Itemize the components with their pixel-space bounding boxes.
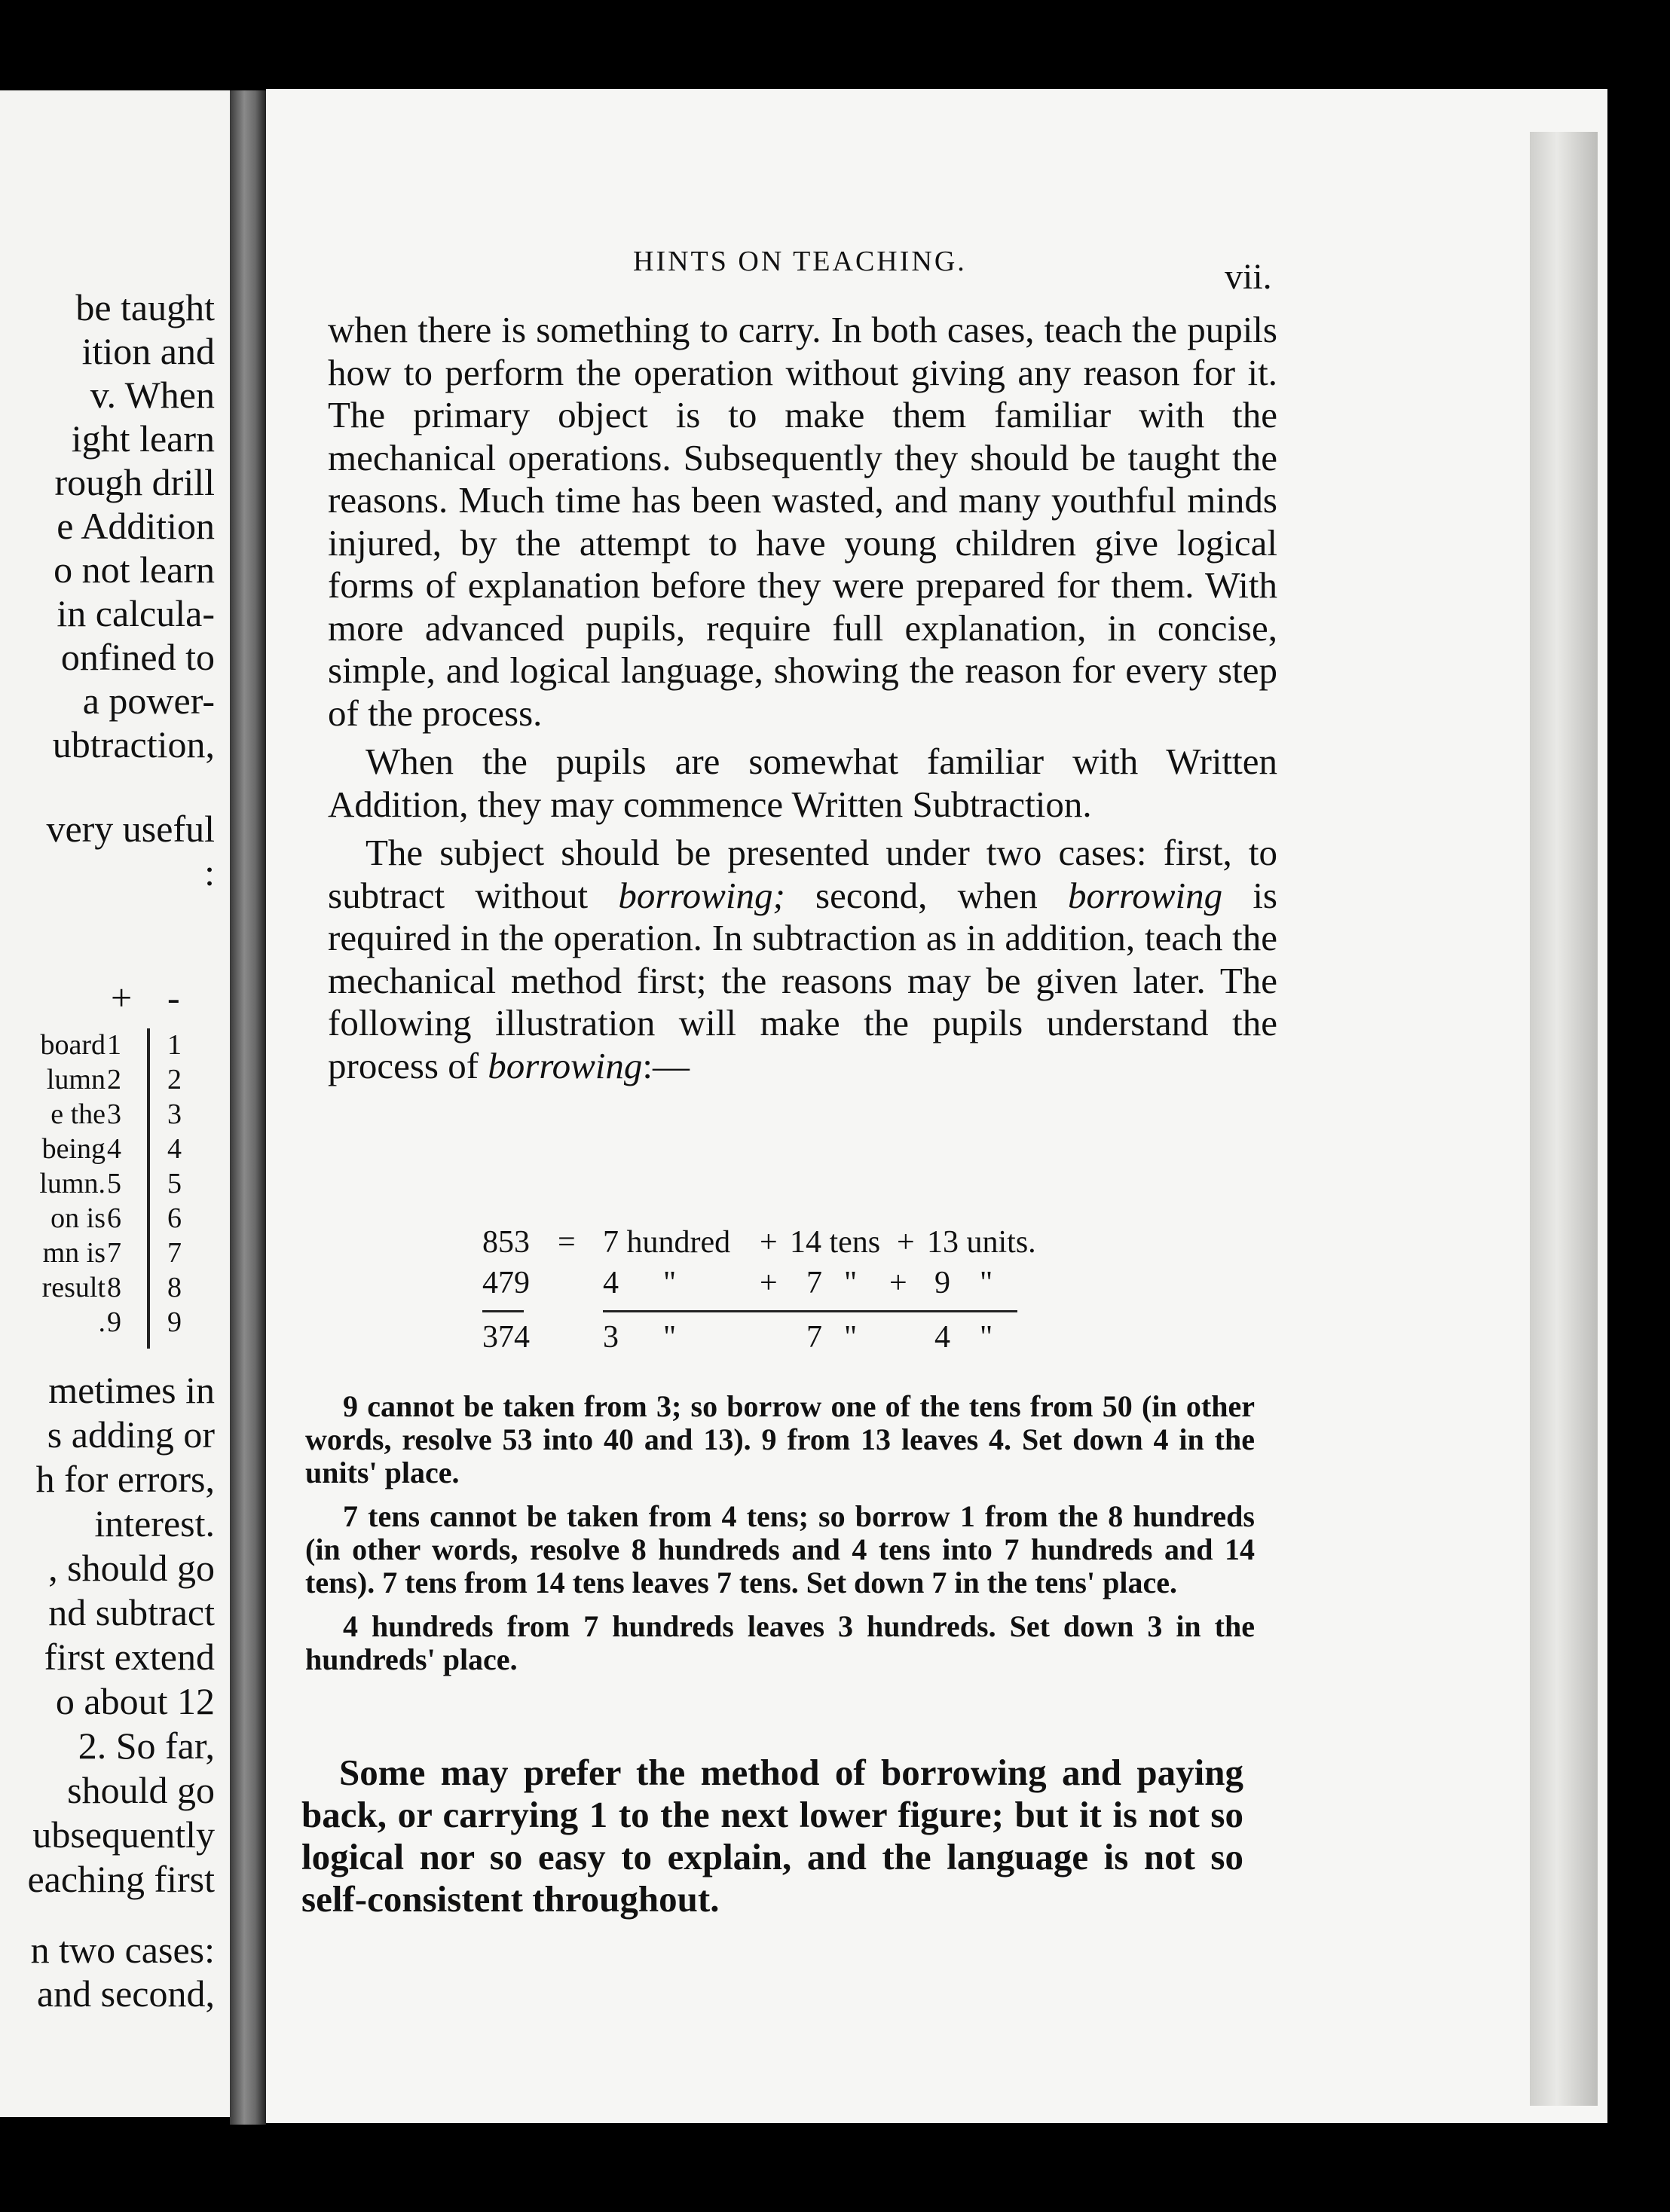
- left-page-line: ight learn: [71, 417, 215, 460]
- note-hundreds: 4 hundreds from 7 hundreds leaves 3 hundreds. Set down 3 in the hundreds' place.: [305, 1609, 1255, 1676]
- left-page-line: h for errors,: [35, 1458, 215, 1500]
- hundreds-term: 7 hundred: [603, 1225, 731, 1260]
- left-page-line: :: [204, 851, 215, 894]
- left-page-line: ubsequently: [32, 1813, 215, 1856]
- left-page-line: metimes in: [48, 1369, 215, 1411]
- ditto-mark: ": [844, 1320, 858, 1355]
- example-row-difference: [482, 1319, 1070, 1360]
- plus-column-value: 5: [107, 1168, 121, 1199]
- left-page-line: should go: [67, 1769, 215, 1811]
- plus-column-value: 9: [107, 1306, 121, 1338]
- minus-column-value: 6: [167, 1202, 182, 1234]
- example-notes: [305, 1390, 1255, 1687]
- ditto-mark: ": [980, 1320, 993, 1355]
- plus-column-value: 2: [107, 1064, 121, 1095]
- paragraph-1: when there is something to carry. In both cases, teach the pupils how to perform the operation without giving any reason for it. The primary object is to make them familiar with the mechanical operations. Subsequently they should be taught the reasons. Much time has been wasted, and many youthful minds injured, by the attempt to have young children give logical forms of explanation before they were prepared for them. With more advanced pupils, require full explanation, in concise, simple, and logical language, showing the reason for every step of the process.: [328, 309, 1277, 734]
- minus-column-value: 5: [167, 1168, 182, 1199]
- ditto-mark: ": [980, 1266, 993, 1300]
- row-label: lumn.: [39, 1168, 106, 1199]
- difference: 374: [482, 1320, 530, 1355]
- left-page-line: o not learn: [54, 548, 215, 591]
- left-page-line: o about 12: [55, 1680, 215, 1722]
- italic-term: borrowing: [488, 1044, 643, 1086]
- minus-column-value: 1: [167, 1029, 182, 1061]
- row-label: e the: [50, 1098, 106, 1130]
- tens-term: 14 tens: [790, 1225, 881, 1260]
- left-page-line: nd subtract: [48, 1591, 215, 1633]
- row-label: being: [41, 1133, 106, 1165]
- hundreds-digit: 4: [603, 1266, 619, 1300]
- plus-column-value: 6: [107, 1202, 121, 1234]
- italic-term: borrowing;: [618, 874, 785, 916]
- page-edge: [1530, 132, 1598, 2106]
- plus-column-value: 8: [107, 1272, 121, 1303]
- subtrahend: 479: [482, 1266, 530, 1300]
- paragraph-3-part: The subject should be presented under two cases: first, to subtract without: [328, 832, 1277, 916]
- left-page-line: onfined to: [60, 636, 215, 678]
- left-page: [0, 90, 230, 2117]
- left-page-line: rough drill: [54, 461, 215, 503]
- italic-term: borrowing: [1067, 874, 1223, 916]
- left-page-line: s adding or: [47, 1413, 215, 1456]
- minus-column-value: 9: [167, 1306, 182, 1338]
- note-tens: 7 tens cannot be taken from 4 tens; so borrow 1 from the 8 hundreds (in other words, resolve 8 hundreds and 4 tens into 7 hundreds and 14 tens). 7 tens from 14 tens leaves 7 tens. Set down 7 in the tens' place.: [305, 1499, 1255, 1599]
- closing-paragraph: [301, 1752, 1243, 1920]
- paragraph-3-part: :—: [642, 1044, 690, 1086]
- rule: [482, 1310, 524, 1312]
- plus-sign: +: [897, 1225, 915, 1260]
- plus-column-value: 7: [107, 1237, 121, 1269]
- rule: [603, 1310, 1017, 1312]
- left-page-line: 2. So far,: [78, 1725, 215, 1767]
- left-page-line: interest.: [94, 1502, 215, 1544]
- paragraph-3-part: is required in the operation. In subtraction as in addition, teach the mechanical method first; the reasons may be given later. The following illustration will make the pupils understand the process of: [328, 874, 1278, 1086]
- example-rules: [482, 1306, 1070, 1319]
- units-term: 13 units.: [927, 1225, 1036, 1260]
- ditto-mark: ": [844, 1266, 858, 1300]
- page-number: vii.: [1225, 257, 1272, 297]
- plus-sign: +: [889, 1266, 907, 1300]
- tens-digit: 7: [806, 1266, 822, 1300]
- left-page-line: n two cases:: [30, 1929, 215, 1971]
- left-page-line: be taught: [75, 286, 215, 328]
- book-spine: [230, 90, 266, 2125]
- left-page-line: a power-: [82, 680, 215, 722]
- row-label: board: [40, 1029, 106, 1061]
- paragraph-2: When the pupils are somewhat familiar with Written Addition, they may commence Written Subtraction.: [328, 741, 1277, 825]
- units-digit: 9: [934, 1266, 950, 1300]
- left-page-line: ition and: [81, 330, 215, 372]
- plus-sign: +: [760, 1225, 778, 1260]
- left-page-line: first extend: [44, 1636, 215, 1678]
- equals-sign: =: [558, 1225, 576, 1260]
- left-page-line: e Addition: [57, 505, 215, 547]
- paragraph-3: [328, 832, 1277, 1087]
- example-row-subtrahend: [482, 1265, 1070, 1306]
- plus-column-value: 1: [107, 1029, 121, 1061]
- table-header-minus: -: [167, 976, 180, 1019]
- closing-text: Some may prefer the method of borrowing and paying back, or carrying 1 to the next lower figure; but it is not so logical nor so easy to explain, and the language is not so self-consistent throughout.: [301, 1752, 1243, 1920]
- running-header: HINTS ON TEACHING.: [633, 246, 967, 277]
- left-page-line: , should go: [48, 1547, 215, 1589]
- row-label: lumn: [46, 1064, 106, 1095]
- ditto-mark: ": [663, 1266, 677, 1300]
- tens-digit: 7: [806, 1320, 822, 1355]
- row-label: result: [41, 1272, 106, 1303]
- note-units: 9 cannot be taken from 3; so borrow one of the tens from 50 (in other words, resolve 53 into 40 and 13). 9 from 13 leaves 4. Set down 4 in the units' place.: [305, 1389, 1255, 1489]
- left-page-line: eaching first: [27, 1858, 215, 1900]
- units-digit: 4: [934, 1320, 950, 1355]
- row-label: on is: [50, 1202, 106, 1234]
- minuend: 853: [482, 1225, 530, 1260]
- plus-sign: +: [760, 1266, 778, 1300]
- example-row-minuend: [482, 1224, 1070, 1265]
- minus-column-value: 7: [167, 1237, 182, 1269]
- row-label: mn is: [42, 1237, 106, 1269]
- left-page-line: v. When: [90, 374, 215, 416]
- paragraph-3-part: second, when: [785, 874, 1068, 916]
- plus-column-value: 4: [107, 1133, 121, 1165]
- left-page-line: ubtraction,: [52, 723, 215, 765]
- minus-column-value: 3: [167, 1098, 182, 1130]
- minus-column-value: 2: [167, 1064, 182, 1095]
- subtraction-example: [482, 1224, 1070, 1360]
- left-page-line: and second,: [36, 1972, 215, 2015]
- hundreds-digit: 3: [603, 1320, 619, 1355]
- table-header-plus: +: [111, 976, 133, 1019]
- body-text: [328, 309, 1277, 1087]
- minus-column-value: 8: [167, 1272, 182, 1303]
- row-label: .: [98, 1306, 106, 1338]
- ditto-mark: ": [663, 1320, 677, 1355]
- minus-column-value: 4: [167, 1133, 182, 1165]
- left-page-line: in calcula-: [57, 592, 215, 634]
- table-divider: [147, 1028, 150, 1349]
- plus-column-value: 3: [107, 1098, 121, 1130]
- left-page-line: very useful: [46, 808, 215, 850]
